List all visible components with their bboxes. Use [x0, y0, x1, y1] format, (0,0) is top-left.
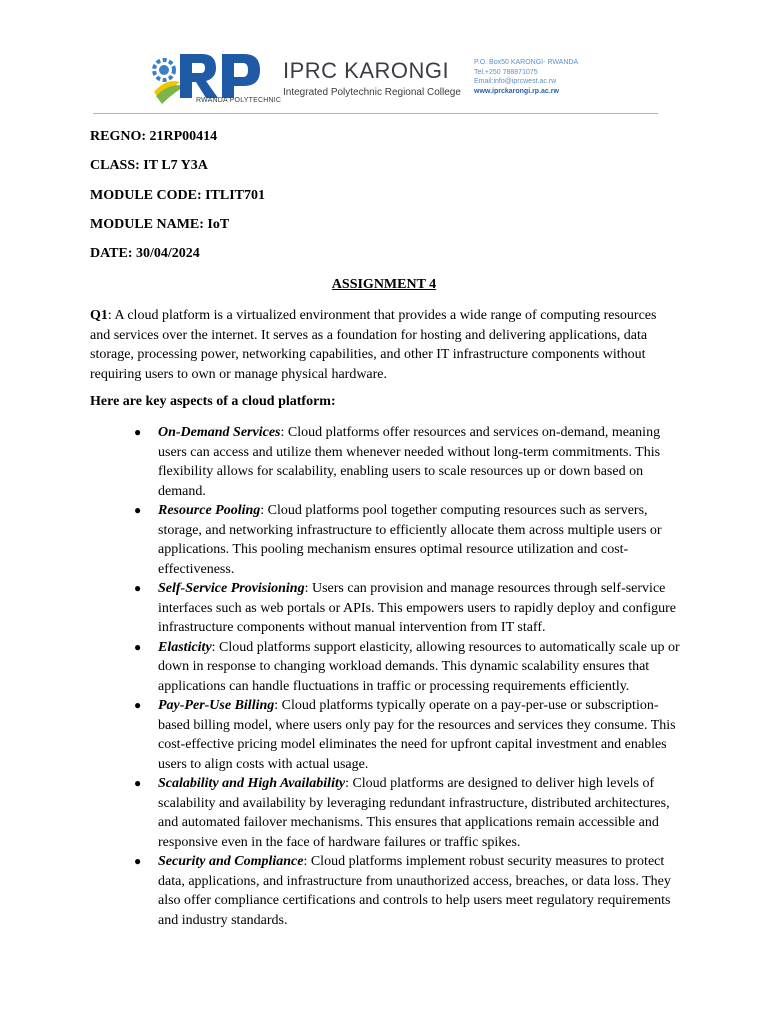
aspects-list — [90, 423, 690, 930]
aspect-term: On-Demand Services — [158, 425, 281, 440]
assignment-title — [0, 277, 768, 293]
aspect-term: Security and Compliance — [158, 854, 304, 869]
class: CLASS: IT L7 Y3A — [90, 158, 208, 173]
aspect-term: Self-Service Provisioning — [158, 581, 305, 596]
aspect-term: Scalability and High Availability — [158, 776, 346, 791]
bullet-icon: ● — [134, 639, 142, 654]
module-name: MODULE NAME: IoT — [90, 217, 230, 232]
contact-website[interactable]: www.iprckarongi.rp.ac.rw — [474, 87, 559, 95]
q1-paragraph — [90, 306, 678, 384]
list-item — [90, 501, 690, 579]
aspect-text: : Users can provision and manage resources through self-service interfaces such as web portals or APIs. This empowers users to rapidly deploy and configure infrastructure components without manual intervention from IT staff. — [158, 581, 677, 635]
module-code: MODULE CODE: ITLIT701 — [90, 188, 266, 203]
date: DATE: 30/04/2024 — [90, 246, 200, 261]
bullet-icon: ● — [134, 581, 142, 595]
key-aspects-heading: Here are key aspects of a cloud platform: — [90, 394, 336, 409]
letterhead — [0, 0, 768, 120]
contact-address: P.O. Box50 KARONGI- RWANDA — [474, 59, 579, 66]
aspect-text: : Cloud platforms typically operate on a pay-per-use or subscription-based billing model, where users only pay for the resources and services they consume. This cost-effective pricing model eliminates the need for upfront capital investment and enables users to align costs with actual usage. — [158, 698, 676, 772]
college-name: IPRC KARONGI — [283, 58, 450, 83]
bullet-icon: ● — [134, 776, 142, 790]
aspect-text: : Cloud platforms pool together computing resources such as servers, storage, and networking infrastructure to efficiently allocate them across multiple users or applications. This pooling mechanism ensures optimal resource utilization and cost-effectiveness. — [158, 503, 662, 577]
list-item — [90, 774, 690, 852]
list-item — [90, 423, 690, 501]
aspect-text: : Cloud platforms offer resources and services on-demand, meaning users can access and utilize them whenever needed without long-term commitments. This flexibility allows for scalability, enabling users to scale resources up or down based on demand. — [158, 425, 661, 499]
bullet-icon: ● — [134, 503, 142, 517]
aspect-text: : Cloud platforms implement robust security measures to protect data, applications, and infrastructure from unauthorized access, breaches, or data loss. They also offer compliance certifications and controls to help users meet regulatory requirements and industry standards. — [158, 854, 671, 928]
list-item — [90, 696, 690, 774]
contact-email: Email:info@iprcwest.ac.rw — [474, 78, 557, 85]
bullet-icon: ● — [134, 698, 142, 712]
contact-block — [474, 58, 578, 96]
contact-phone: Tel:+250 788871075 — [474, 68, 538, 76]
aspect-term: Resource Pooling — [158, 503, 261, 518]
q1-text: : A cloud platform is a virtualized environment that provides a wide range of computing resources and services over the internet. It serves as a foundation for hosting and delivering applications, data storage, processing power, networking capabilities, and other IT infrastructure components without requiring users to own or manage physical hardware. — [90, 308, 657, 382]
bullet-icon: ● — [134, 854, 142, 868]
list-item — [90, 852, 690, 930]
q1-label: Q1 — [90, 308, 108, 323]
college-subtitle: Integrated Polytechnic Regional College — [283, 87, 461, 98]
list-item — [90, 579, 690, 638]
aspect-term: Pay-Per-Use Billing — [158, 698, 275, 713]
aspect-text: : Cloud platforms are designed to deliver high levels of scalability and availability by leveraging redundant infrastructure, distributed architectures, and automated failover mechanisms. This ensures that applications remain accessible and responsive even in the face of hardware failures or traffic spikes. — [158, 776, 670, 850]
polytechnic-label: RWANDA POLYTECHNIC — [196, 97, 282, 104]
assignment-title-text: ASSIGNMENT 4 — [331, 277, 437, 292]
aspect-term: Elasticity — [158, 639, 212, 655]
bullet-icon: ● — [134, 425, 142, 439]
aspect-text: : Cloud platforms support elasticity, allowing resources to automatically scale up or down in response to changing workload demands. This dynamic scalability ensures that applications can handle fluctuations in traffic or processing requirements efficiently. — [158, 639, 680, 694]
list-item — [90, 638, 690, 697]
header-divider — [93, 113, 658, 114]
regno: REGNO: 21RP00414 — [90, 129, 218, 144]
